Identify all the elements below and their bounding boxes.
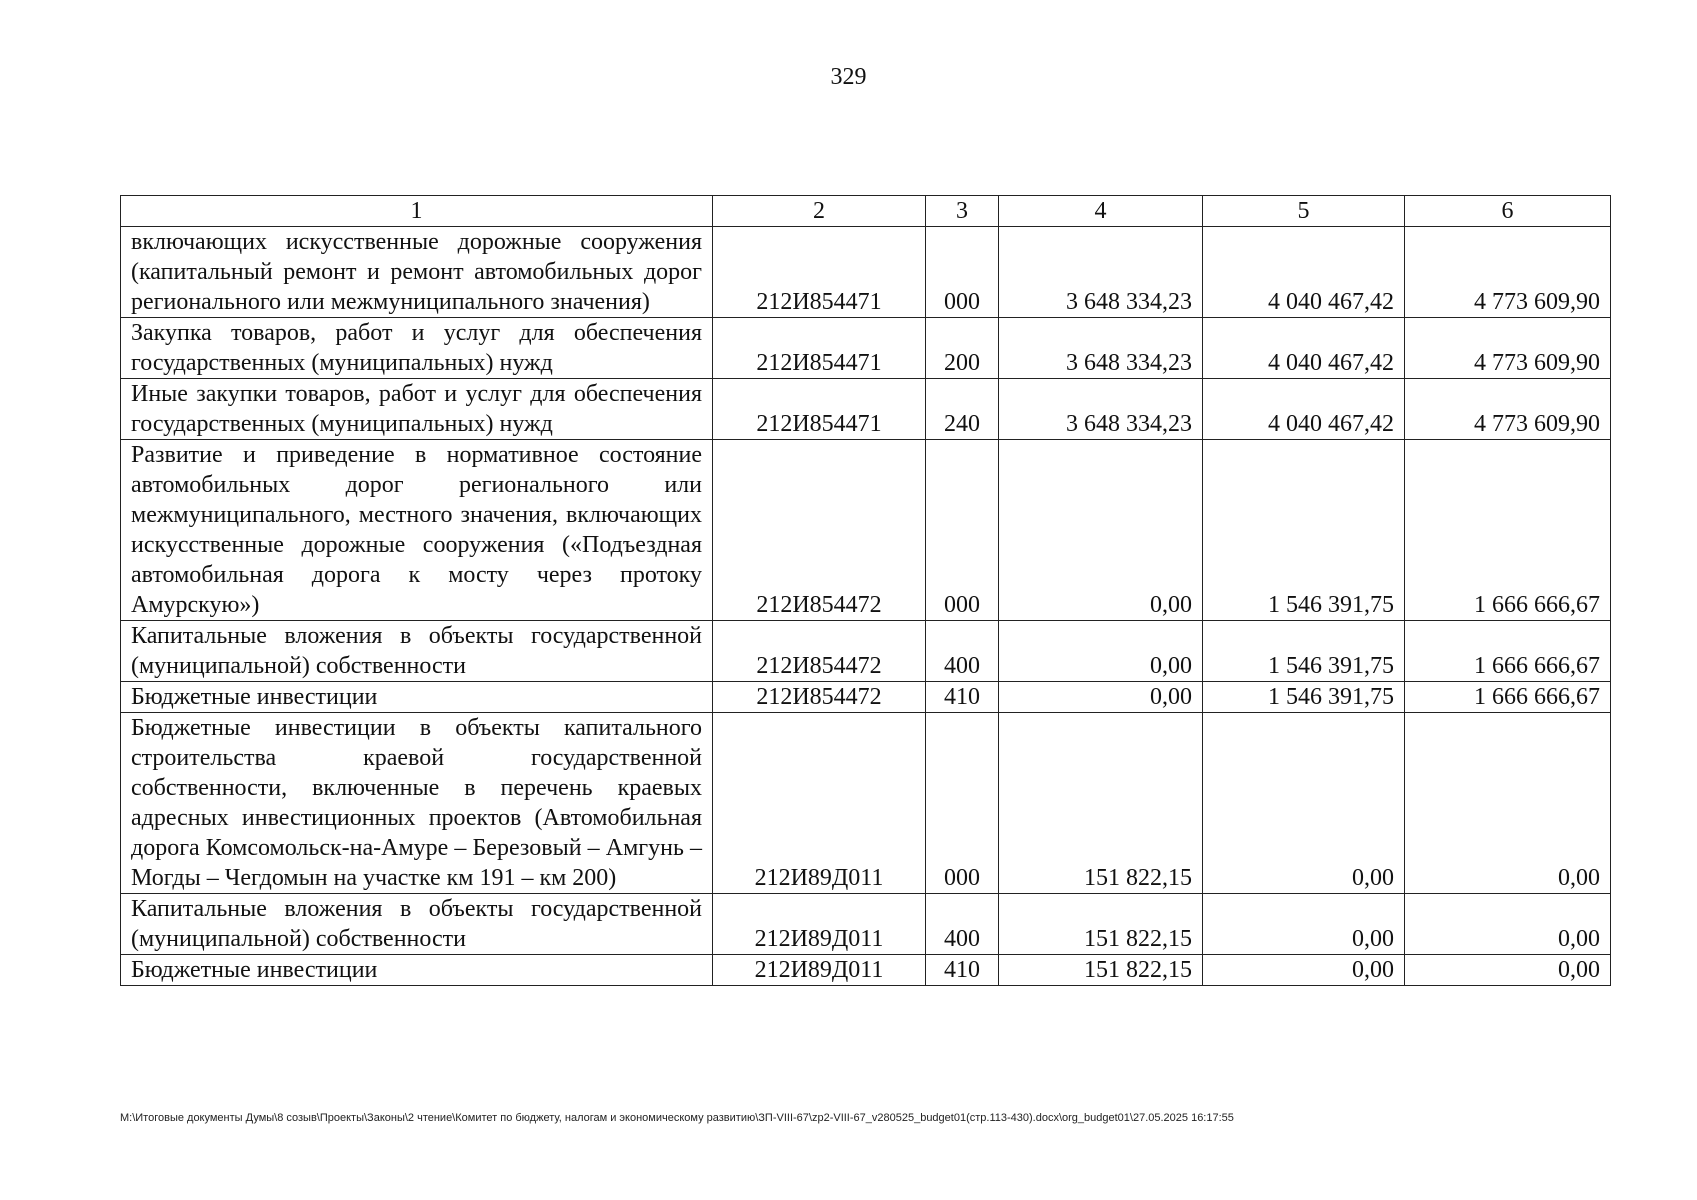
table-row xyxy=(121,318,1611,379)
amount-year-3: 0,00 xyxy=(1405,713,1611,894)
amount-year-1: 0,00 xyxy=(999,682,1203,713)
column-header: 5 xyxy=(1203,196,1405,227)
table-row xyxy=(121,440,1611,621)
expense-type: 200 xyxy=(926,318,999,379)
page-number: 329 xyxy=(830,64,867,90)
target-code: 212И854471 xyxy=(713,227,926,318)
row-description: включающих искусственные дорожные сооружения (капитальный ремонт и ремонт автомобильных дорог регионального или межмуниципального значения) xyxy=(121,227,713,318)
row-description: Бюджетные инвестиции xyxy=(121,955,713,986)
amount-year-2: 1 546 391,75 xyxy=(1203,621,1405,682)
row-description: Капитальные вложения в объекты государственной (муниципальной) собственности xyxy=(121,894,713,955)
amount-year-2: 4 040 467,42 xyxy=(1203,227,1405,318)
target-code: 212И89Д011 xyxy=(713,955,926,986)
amount-year-1: 0,00 xyxy=(999,440,1203,621)
row-description: Развитие и приведение в нормативное состояние автомобильных дорог регионального или межмуниципального, местного значения, включающих искусственные дорожные сооружения («Подъездная автомобильная дорога к мосту через протоку Амурскую») xyxy=(121,440,713,621)
expense-type: 410 xyxy=(926,955,999,986)
amount-year-3: 4 773 609,90 xyxy=(1405,227,1611,318)
row-description: Закупка товаров, работ и услуг для обеспечения государственных (муниципальных) нужд xyxy=(121,318,713,379)
target-code: 212И89Д011 xyxy=(713,713,926,894)
amount-year-2: 1 546 391,75 xyxy=(1203,682,1405,713)
row-description: Иные закупки товаров, работ и услуг для обеспечения государственных (муниципальных) нужд xyxy=(121,379,713,440)
amount-year-3: 1 666 666,67 xyxy=(1405,440,1611,621)
table-row xyxy=(121,955,1611,986)
row-description: Бюджетные инвестиции в объекты капитального строительства краевой государственной собственности, включенные в перечень краевых адресных инвестиционных проектов (Автомобильная дорога Комсомольск-на-Амуре – Березовый – Амгунь – Могды – Чегдомын на участке км 191 – км 200) xyxy=(121,713,713,894)
amount-year-2: 0,00 xyxy=(1203,713,1405,894)
amount-year-3: 0,00 xyxy=(1405,955,1611,986)
target-code: 212И854472 xyxy=(713,440,926,621)
amount-year-2: 4 040 467,42 xyxy=(1203,318,1405,379)
target-code: 212И854472 xyxy=(713,621,926,682)
amount-year-3: 4 773 609,90 xyxy=(1405,318,1611,379)
amount-year-1: 151 822,15 xyxy=(999,894,1203,955)
amount-year-1: 3 648 334,23 xyxy=(999,379,1203,440)
amount-year-1: 3 648 334,23 xyxy=(999,318,1203,379)
amount-year-3: 0,00 xyxy=(1405,894,1611,955)
amount-year-3: 4 773 609,90 xyxy=(1405,379,1611,440)
amount-year-2: 1 546 391,75 xyxy=(1203,440,1405,621)
table-row xyxy=(121,227,1611,318)
table-row xyxy=(121,894,1611,955)
expense-type: 400 xyxy=(926,621,999,682)
target-code: 212И89Д011 xyxy=(713,894,926,955)
column-header: 3 xyxy=(926,196,999,227)
amount-year-2: 4 040 467,42 xyxy=(1203,379,1405,440)
amount-year-2: 0,00 xyxy=(1203,955,1405,986)
header-row xyxy=(121,196,1611,227)
target-code: 212И854471 xyxy=(713,379,926,440)
expense-type: 410 xyxy=(926,682,999,713)
expense-type: 240 xyxy=(926,379,999,440)
table-row xyxy=(121,379,1611,440)
column-header: 2 xyxy=(713,196,926,227)
amount-year-3: 1 666 666,67 xyxy=(1405,682,1611,713)
column-header: 4 xyxy=(999,196,1203,227)
expense-type: 400 xyxy=(926,894,999,955)
table-row xyxy=(121,621,1611,682)
row-description: Капитальные вложения в объекты государственной (муниципальной) собственности xyxy=(121,621,713,682)
table-row xyxy=(121,713,1611,894)
amount-year-1: 0,00 xyxy=(999,621,1203,682)
amount-year-1: 151 822,15 xyxy=(999,955,1203,986)
column-header: 6 xyxy=(1405,196,1611,227)
expense-type: 000 xyxy=(926,227,999,318)
amount-year-1: 151 822,15 xyxy=(999,713,1203,894)
expense-type: 000 xyxy=(926,713,999,894)
target-code: 212И854472 xyxy=(713,682,926,713)
expense-type: 000 xyxy=(926,440,999,621)
row-description: Бюджетные инвестиции xyxy=(121,682,713,713)
table-row xyxy=(121,682,1611,713)
amount-year-2: 0,00 xyxy=(1203,894,1405,955)
column-header: 1 xyxy=(121,196,713,227)
amount-year-3: 1 666 666,67 xyxy=(1405,621,1611,682)
file-path-footer: M:\Итоговые документы Думы\8 созыв\Проекты\Законы\2 чтение\Комитет по бюджету, налогам и экономическому развитию\ЗП-VIII-67\zp2-VIII-67_v280525_budget01(стр.113-430).docx\org_budget01\27.05.2025 16:17:55 xyxy=(120,1112,1234,1124)
budget-table xyxy=(120,195,1611,986)
target-code: 212И854471 xyxy=(713,318,926,379)
amount-year-1: 3 648 334,23 xyxy=(999,227,1203,318)
